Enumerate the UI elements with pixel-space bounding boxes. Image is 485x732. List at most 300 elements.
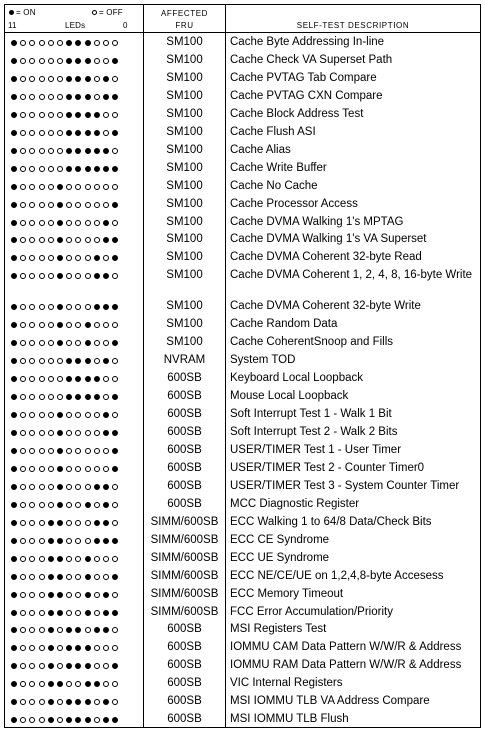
led-off-icon <box>48 358 54 364</box>
led-off-icon <box>39 394 45 400</box>
fru-cell: 600SB <box>167 443 202 456</box>
led-off-icon <box>39 448 45 454</box>
led-off-icon <box>20 538 26 544</box>
led-on-icon <box>11 340 17 346</box>
led-off-icon <box>29 112 35 118</box>
led-off-icon <box>39 148 45 154</box>
led-off-icon <box>75 184 81 190</box>
led-off-icon <box>112 645 118 651</box>
led-on-icon <box>11 112 17 118</box>
led-off-icon <box>94 412 100 418</box>
led-on-icon <box>57 220 63 226</box>
led-on-icon <box>66 148 72 154</box>
fru-cell: SIMM/600SB <box>150 533 219 546</box>
led-on-icon <box>57 520 63 526</box>
led-off-icon <box>20 358 26 364</box>
led-on-icon <box>11 148 17 154</box>
led-off-icon <box>57 148 63 154</box>
led-off-icon <box>20 520 26 526</box>
led-on-icon <box>103 237 109 243</box>
led-on-icon <box>48 699 54 705</box>
led-off-icon <box>75 592 81 598</box>
led-on-icon <box>11 592 17 598</box>
led-pattern <box>11 184 121 190</box>
fru-cell: SM100 <box>166 71 203 84</box>
table-row <box>5 178 480 196</box>
led-pattern <box>11 610 121 616</box>
led-off-icon <box>39 484 45 490</box>
led-off-icon <box>66 255 72 261</box>
led-off-icon <box>20 237 26 243</box>
led-off-icon <box>75 484 81 490</box>
fru-cell: SIMM/600SB <box>150 551 219 564</box>
fru-cell: SM100 <box>166 125 203 138</box>
description-cell: USER/TIMER Test 2 - Counter Timer0 <box>230 461 425 474</box>
led-off-icon <box>39 40 45 46</box>
led-off-icon <box>20 255 26 261</box>
led-off-icon <box>39 412 45 418</box>
led-on-icon <box>11 663 17 669</box>
description-cell: Cache Byte Addressing In-line <box>230 36 385 48</box>
led-on-icon <box>75 130 81 136</box>
led-off-icon <box>29 699 35 705</box>
led-off-icon <box>85 466 91 472</box>
led-off-icon <box>94 237 100 243</box>
led-on-icon <box>94 255 100 261</box>
led-on-icon <box>48 538 54 544</box>
led-off-icon <box>66 202 72 208</box>
led-on-icon <box>11 412 17 418</box>
led-off-icon <box>29 645 35 651</box>
led-off-icon <box>48 130 54 136</box>
led-off-icon <box>39 220 45 226</box>
led-on-icon <box>57 255 63 261</box>
led-on-icon <box>75 717 81 723</box>
led-off-icon <box>66 237 72 243</box>
fru-cell: SM100 <box>166 300 203 313</box>
led-off-icon <box>29 556 35 562</box>
led-off-icon <box>20 148 26 154</box>
led-on-icon <box>11 255 17 261</box>
table-row <box>5 675 480 693</box>
led-on-icon <box>85 94 91 100</box>
led-off-icon <box>29 610 35 616</box>
led-off-icon <box>103 340 109 346</box>
led-off-icon <box>57 717 63 723</box>
led-on-icon <box>11 166 17 172</box>
led-on-icon <box>11 466 17 472</box>
led-on-icon <box>94 130 100 136</box>
led-off-icon <box>39 681 45 687</box>
led-off-icon <box>57 130 63 136</box>
led-off-icon <box>39 94 45 100</box>
led-on-icon <box>57 448 63 454</box>
table-row <box>5 70 480 88</box>
led-off-icon <box>29 394 35 400</box>
led-off-icon <box>29 376 35 382</box>
led-off-icon <box>85 273 91 279</box>
led-off-icon <box>103 40 109 46</box>
led-off-icon <box>112 112 118 118</box>
led-off-icon <box>66 466 72 472</box>
led-off-icon <box>112 376 118 382</box>
led-pattern <box>11 394 121 400</box>
led-off-icon <box>48 237 54 243</box>
led-off-icon <box>103 663 109 669</box>
led-pattern <box>11 627 121 633</box>
led-off-icon <box>39 184 45 190</box>
led-on-icon <box>85 699 91 705</box>
led-off-icon <box>29 574 35 580</box>
led-pattern <box>11 220 121 226</box>
led-pattern <box>11 645 121 651</box>
led-on-icon <box>85 394 91 400</box>
led-off-icon <box>103 556 109 562</box>
table-row <box>5 693 480 711</box>
led-on-icon <box>85 166 91 172</box>
description-header: SELF-TEST DESCRIPTION <box>296 21 410 30</box>
led-off-icon <box>94 610 100 616</box>
led-off-icon <box>75 202 81 208</box>
led-off-icon <box>94 699 100 705</box>
led-on-icon <box>112 304 118 310</box>
led-off-icon <box>75 412 81 418</box>
fru-cell: SM100 <box>166 197 203 210</box>
led-off-icon <box>75 502 81 508</box>
table-row <box>5 639 480 657</box>
table-row <box>5 496 480 514</box>
led-on-icon <box>94 520 100 526</box>
led-pattern <box>11 466 121 472</box>
led-off-icon <box>48 502 54 508</box>
led-off-icon <box>75 556 81 562</box>
led-label: LEDs <box>65 21 86 30</box>
led-off-icon <box>48 304 54 310</box>
led-off-icon <box>20 304 26 310</box>
led-off-icon <box>75 255 81 261</box>
fru-cell: 600SB <box>167 713 202 726</box>
led-on-icon <box>112 130 118 136</box>
led-off-icon <box>20 430 26 436</box>
description-cell: Cache No Cache <box>230 179 318 192</box>
led-off-icon <box>94 592 100 598</box>
description-cell: Cache DVMA Coherent 32-byte Read <box>230 251 422 264</box>
led-on-icon <box>11 556 17 562</box>
led-on-icon <box>11 58 17 64</box>
led-pattern <box>11 556 121 562</box>
led-off-icon <box>103 448 109 454</box>
table-row <box>5 88 480 106</box>
led-on-icon <box>11 394 17 400</box>
off-dot-icon <box>92 10 97 15</box>
led-off-icon <box>29 184 35 190</box>
led-off-icon <box>39 699 45 705</box>
led-off-icon <box>85 304 91 310</box>
led-off-icon <box>39 717 45 723</box>
led-pattern <box>11 112 121 118</box>
led-off-icon <box>66 273 72 279</box>
led-on-icon <box>112 394 118 400</box>
led-on-icon <box>11 130 17 136</box>
led-on-icon <box>11 376 17 382</box>
description-cell: Cache DVMA Walking 1's VA Superset <box>230 233 427 246</box>
led-off-icon <box>39 130 45 136</box>
led-on-icon <box>75 148 81 154</box>
led-off-icon <box>39 556 45 562</box>
led-on-icon <box>75 394 81 400</box>
led-on-icon <box>103 148 109 154</box>
led-on-icon <box>57 412 63 418</box>
description-cell: Mouse Local Loopback <box>230 390 349 403</box>
led-on-icon <box>112 717 118 723</box>
description-cell: USER/TIMER Test 3 - System Counter Timer <box>230 479 460 492</box>
table-row <box>5 106 480 124</box>
led-off-icon <box>39 58 45 64</box>
led-on-icon <box>11 273 17 279</box>
led-off-icon <box>20 40 26 46</box>
led-pattern <box>11 376 121 382</box>
led-off-icon <box>94 466 100 472</box>
led-off-icon <box>48 484 54 490</box>
led-off-icon <box>57 394 63 400</box>
led-on-icon <box>75 112 81 118</box>
led-off-icon <box>112 502 118 508</box>
led-off-icon <box>29 502 35 508</box>
table-row <box>5 142 480 160</box>
fru-cell: SIMM/600SB <box>150 605 219 618</box>
led-off-icon <box>75 273 81 279</box>
led-off-icon <box>48 220 54 226</box>
led-off-icon <box>29 237 35 243</box>
led-off-icon <box>39 645 45 651</box>
led-on-icon <box>11 430 17 436</box>
table-row <box>5 370 480 388</box>
led-off-icon <box>94 76 100 82</box>
description-cell: ECC Walking 1 to 64/8 Data/Check Bits <box>230 515 432 528</box>
led-off-icon <box>39 358 45 364</box>
led-off-icon <box>39 76 45 82</box>
led-on-icon <box>94 394 100 400</box>
led-off-icon <box>20 610 26 616</box>
description-cell: Cache Processor Access <box>230 197 358 210</box>
led-off-icon <box>66 574 72 580</box>
led-off-icon <box>29 273 35 279</box>
led-on-icon <box>66 94 72 100</box>
description-cell: Soft Interrupt Test 1 - Walk 1 Bit <box>230 408 392 421</box>
led-on-icon <box>103 358 109 364</box>
led-on-icon <box>66 40 72 46</box>
led-pattern <box>11 304 121 310</box>
led-pattern <box>11 273 121 279</box>
led-off-icon <box>112 412 118 418</box>
led-on-icon <box>94 148 100 154</box>
led-off-icon <box>103 394 109 400</box>
table-row <box>5 711 480 729</box>
led-pattern <box>11 592 121 598</box>
led-off-icon <box>85 448 91 454</box>
led-pattern <box>11 484 121 490</box>
led-on-icon <box>94 376 100 382</box>
led-off-icon <box>29 663 35 669</box>
led-off-icon <box>39 430 45 436</box>
led-off-icon <box>29 538 35 544</box>
led-high-label: 11 <box>8 21 17 30</box>
table-row <box>5 657 480 675</box>
table-row <box>5 214 480 232</box>
led-on-icon <box>112 237 118 243</box>
led-pattern <box>11 430 121 436</box>
led-off-icon <box>112 592 118 598</box>
table-row <box>5 124 480 142</box>
led-on-icon <box>85 112 91 118</box>
led-off-icon <box>29 220 35 226</box>
led-on-icon <box>11 645 17 651</box>
led-on-icon <box>85 76 91 82</box>
led-on-icon <box>75 166 81 172</box>
led-on-icon <box>48 627 54 633</box>
led-on-icon <box>11 304 17 310</box>
led-on-icon <box>103 484 109 490</box>
fru-cell: SIMM/600SB <box>150 569 219 582</box>
led-on-icon <box>57 538 63 544</box>
led-off-icon <box>48 273 54 279</box>
table-row <box>5 196 480 214</box>
led-off-icon <box>48 430 54 436</box>
led-off-icon <box>75 520 81 526</box>
led-off-icon <box>20 466 26 472</box>
led-on-icon <box>66 58 72 64</box>
led-pattern <box>11 502 121 508</box>
table-row <box>5 604 480 622</box>
led-on-icon <box>85 717 91 723</box>
led-pattern <box>11 58 121 64</box>
led-off-icon <box>66 610 72 616</box>
led-off-icon <box>20 340 26 346</box>
led-low-label: 0 <box>123 21 128 30</box>
led-on-icon <box>11 184 17 190</box>
led-pattern <box>11 202 121 208</box>
led-off-icon <box>39 376 45 382</box>
led-off-icon <box>112 76 118 82</box>
led-on-icon <box>85 130 91 136</box>
led-off-icon <box>29 627 35 633</box>
description-cell: Cache DVMA Coherent 32-byte Write <box>230 300 421 313</box>
led-off-icon <box>29 681 35 687</box>
led-off-icon <box>94 430 100 436</box>
led-off-icon <box>48 112 54 118</box>
led-on-icon <box>66 112 72 118</box>
table-row <box>5 568 480 586</box>
led-on-icon <box>11 502 17 508</box>
led-on-icon <box>103 627 109 633</box>
fru-cell: SIMM/600SB <box>150 515 219 528</box>
led-off-icon <box>75 220 81 226</box>
led-off-icon <box>39 273 45 279</box>
led-off-icon <box>57 358 63 364</box>
led-off-icon <box>66 220 72 226</box>
header-rule <box>5 32 480 33</box>
led-off-icon <box>29 166 35 172</box>
led-on-icon <box>48 574 54 580</box>
led-on-icon <box>103 610 109 616</box>
led-on-icon <box>11 627 17 633</box>
led-off-icon <box>75 610 81 616</box>
led-off-icon <box>29 592 35 598</box>
description-cell: System TOD <box>230 354 296 367</box>
fru-cell: SM100 <box>166 179 203 192</box>
led-off-icon <box>29 130 35 136</box>
led-on-icon <box>103 166 109 172</box>
led-off-icon <box>39 592 45 598</box>
led-off-icon <box>20 502 26 508</box>
led-off-icon <box>20 273 26 279</box>
fru-cell: 600SB <box>167 659 202 672</box>
led-off-icon <box>85 202 91 208</box>
led-off-icon <box>39 502 45 508</box>
led-on-icon <box>112 202 118 208</box>
fru-cell: SM100 <box>166 233 203 246</box>
led-on-icon <box>103 502 109 508</box>
led-off-icon <box>20 645 26 651</box>
led-pattern <box>11 340 121 346</box>
led-on-icon <box>112 448 118 454</box>
led-off-icon <box>20 166 26 172</box>
description-cell: Cache Alias <box>230 143 291 156</box>
led-off-icon <box>94 40 100 46</box>
led-off-icon <box>29 717 35 723</box>
led-off-icon <box>20 627 26 633</box>
led-off-icon <box>112 681 118 687</box>
led-on-icon <box>66 645 72 651</box>
led-on-icon <box>94 681 100 687</box>
led-pattern <box>11 322 121 328</box>
led-on-icon <box>66 130 72 136</box>
led-on-icon <box>112 94 118 100</box>
table-row <box>5 388 480 406</box>
led-on-icon <box>103 699 109 705</box>
led-on-icon <box>75 58 81 64</box>
description-cell: USER/TIMER Test 1 - User Timer <box>230 443 402 456</box>
led-pattern <box>11 40 121 46</box>
led-off-icon <box>39 627 45 633</box>
led-off-icon <box>112 184 118 190</box>
led-off-icon <box>85 255 91 261</box>
fru-cell: 600SB <box>167 497 202 510</box>
led-on-icon <box>94 112 100 118</box>
description-cell: Soft Interrupt Test 2 - Walk 2 Bits <box>230 426 398 438</box>
led-off-icon <box>29 304 35 310</box>
led-off-icon <box>48 448 54 454</box>
led-on-icon <box>57 340 63 346</box>
led-off-icon <box>112 520 118 526</box>
led-off-icon <box>94 322 100 328</box>
led-off-icon <box>75 574 81 580</box>
description-cell: MSI Registers Test <box>230 623 327 636</box>
table-row <box>5 478 480 496</box>
led-off-icon <box>66 184 72 190</box>
fru-cell: SM100 <box>166 107 203 120</box>
description-cell: Cache Check VA Superset Path <box>230 53 393 66</box>
led-off-icon <box>75 340 81 346</box>
led-on-icon <box>11 322 17 328</box>
led-off-icon <box>57 58 63 64</box>
led-on-icon <box>57 681 63 687</box>
led-on-icon <box>48 520 54 526</box>
led-off-icon <box>29 58 35 64</box>
led-pattern <box>11 148 121 154</box>
description-cell: Cache Write Buffer <box>230 161 327 174</box>
led-on-icon <box>75 94 81 100</box>
